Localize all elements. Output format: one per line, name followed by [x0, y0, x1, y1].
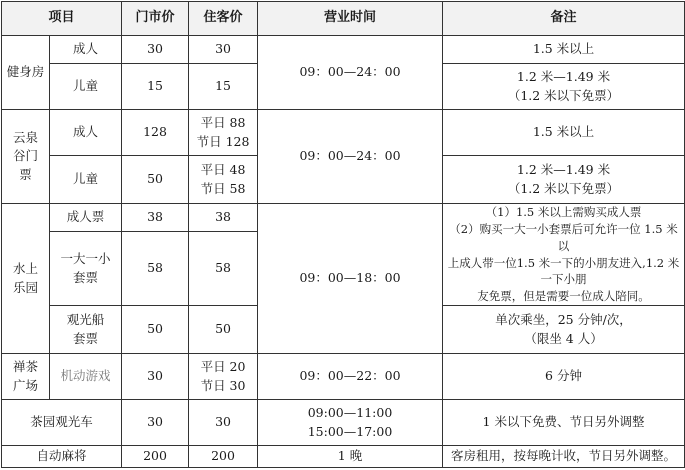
group-water-line: 乐园 [12, 279, 38, 295]
valley-child-label: 儿童 [50, 156, 122, 204]
header-row [2, 2, 685, 36]
group-zen [2, 354, 50, 400]
header-guest-price: 住客价 [189, 2, 258, 36]
group-zen-line: 禅茶 [12, 359, 38, 375]
mahjong-hours: 1 晚 [258, 446, 443, 468]
water-combo-guest: 58 [189, 232, 258, 306]
group-water [2, 204, 50, 354]
header-gate-price: 门市价 [122, 2, 189, 36]
table-row [2, 204, 685, 232]
valley-hours: 09：00—24：00 [258, 110, 443, 204]
valley-child-guest-line: 平日 48 [200, 162, 246, 178]
tea-car-hours [258, 400, 443, 446]
water-note-line: （2）购买一大一小套票后可允许一位 1.5 米以 [449, 222, 678, 253]
water-note-line: （1）1.5 米以上需购买成人票 [485, 205, 642, 220]
water-combo-label-line: 套票 [73, 269, 99, 285]
gym-child-note-line: 1.2 米—1.49 米 [516, 69, 611, 85]
zen-guest-line: 节日 30 [200, 377, 246, 393]
zen-note: 6 分钟 [443, 354, 685, 400]
water-combo-label [50, 232, 122, 306]
zen-gate: 30 [122, 354, 189, 400]
zen-guest [189, 354, 258, 400]
water-note-line: 上成人带一位1.5 米一下的小朋友进入,1.2 米一下小朋 [447, 255, 680, 287]
price-table [1, 1, 685, 468]
gym-child-guest: 15 [189, 64, 258, 110]
group-valley-line: 谷门 [12, 148, 38, 164]
tea-car-guest: 30 [189, 400, 258, 446]
gym-adult-gate: 30 [122, 36, 189, 64]
valley-adult-guest [189, 110, 258, 156]
mahjong-note: 客房租用，按每晚计收，节日另外调整。 [443, 446, 685, 468]
water-boat-note-line: 单次乘坐，25 分钟/次， [495, 312, 632, 328]
zen-guest-line: 平日 20 [200, 359, 246, 375]
group-valley-line: 票 [19, 166, 32, 182]
valley-adult-gate: 128 [122, 110, 189, 156]
valley-adult-guest-line: 平日 88 [200, 115, 246, 131]
valley-adult-label: 成人 [50, 110, 122, 156]
water-adult-gate: 38 [122, 204, 189, 232]
gym-hours: 09：00—24：00 [258, 36, 443, 110]
valley-child-gate: 50 [122, 156, 189, 204]
table-row [2, 400, 685, 446]
water-boat-label [50, 306, 122, 354]
table-row [2, 36, 685, 64]
gym-adult-note: 1.5 米以上 [443, 36, 685, 64]
water-boat-gate: 50 [122, 306, 189, 354]
water-combo-label-line: 一大一小 [60, 251, 111, 267]
valley-child-note-line: 1.2 米—1.49 米 [516, 162, 611, 178]
tea-car-hours-line: 09:00—11:00 [307, 405, 393, 421]
water-boat-note-line: （限坐 4 人） [524, 330, 603, 346]
mahjong-label: 自动麻将 [2, 446, 122, 468]
water-boat-note [443, 306, 685, 354]
table-row [2, 354, 685, 400]
gym-adult-guest: 30 [189, 36, 258, 64]
table-row [2, 110, 685, 156]
tea-car-label: 茶园观光车 [2, 400, 122, 446]
water-boat-label-line: 套票 [73, 330, 99, 346]
group-valley-line: 云泉 [12, 130, 38, 146]
water-note [443, 204, 685, 306]
gym-child-note-line: （1.2 米以下免票） [507, 87, 620, 103]
water-hours: 09：00—18：00 [258, 204, 443, 354]
valley-child-note [443, 156, 685, 204]
tea-car-gate: 30 [122, 400, 189, 446]
zen-label: 机动游戏 [50, 354, 122, 400]
tea-car-hours-line: 15:00—17:00 [307, 423, 393, 439]
zen-hours: 09：00—22：00 [258, 354, 443, 400]
gym-child-label: 儿童 [50, 64, 122, 110]
water-combo-gate: 58 [122, 232, 189, 306]
header-hours: 营业时间 [258, 2, 443, 36]
water-note-line: 友免票，但是需要一位成人陪同。 [477, 288, 650, 303]
tea-car-note: 1 米以下免费、节日另外调整 [443, 400, 685, 446]
water-adult-guest: 38 [189, 204, 258, 232]
group-zen-line: 广场 [12, 377, 38, 393]
gym-adult-label: 成人 [50, 36, 122, 64]
header-item: 项目 [2, 2, 122, 36]
table-row [2, 446, 685, 468]
water-boat-guest: 50 [189, 306, 258, 354]
group-gym: 健身房 [2, 36, 50, 110]
group-valley [2, 110, 50, 204]
header-remarks: 备注 [443, 2, 685, 36]
valley-child-guest-line: 节日 58 [200, 180, 246, 196]
gym-child-gate: 15 [122, 64, 189, 110]
mahjong-gate: 200 [122, 446, 189, 468]
valley-adult-note: 1.5 米以上 [443, 110, 685, 156]
valley-child-guest [189, 156, 258, 204]
water-boat-label-line: 观光船 [66, 312, 105, 328]
group-water-line: 水上 [12, 261, 38, 277]
gym-child-note [443, 64, 685, 110]
mahjong-guest: 200 [189, 446, 258, 468]
valley-child-note-line: （1.2 米以下免票） [507, 180, 620, 196]
water-adult-label: 成人票 [50, 204, 122, 232]
valley-adult-guest-line: 节日 128 [196, 133, 250, 149]
